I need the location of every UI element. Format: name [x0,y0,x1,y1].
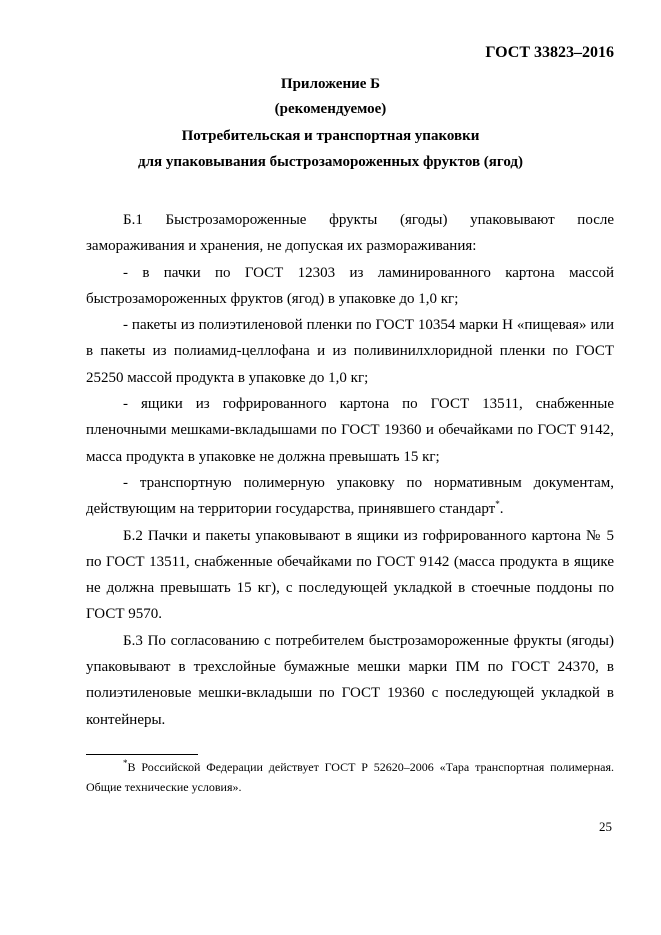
list-item-packs: - в пачки по ГОСТ 12303 из ламинированного картона массой быстрозамороженных фруктов (ягод) в упаковке до 1,0 кг; [86,264,614,307]
list-item-bags: - пакеты из полиэтиленовой пленки по ГОСТ 10354 марки Н «пищевая» или в пакеты из полиамид-целлофана и из поливинилхлоридной пленки по ГОСТ 25250 массой продукта в упаковке до 1,0 кг; [86,317,614,386]
footnote-mark: * [123,758,128,768]
footnote-separator [86,754,198,755]
annex-title: Приложение Б [280,76,381,92]
footnote [86,757,614,797]
annex-heading-line2: для упаковывания быстрозамороженных фруктов (ягод) [137,154,524,170]
page-number: 25 [599,819,612,834]
paragraph-b3: Б.3 По согласованию с потребителем быстрозамороженные фрукты (ягоды) упаковывают в трехслойные бумажные мешки марки ПМ по ГОСТ 24370, в полиэтиленовые мешки-вкладыши по ГОСТ 19360 с последующей укладкой в контейнеры. [86,632,614,728]
annex-heading-line1: Потребительская и транспортная упаковки [181,128,480,144]
annex-status: (рекомендуемое) [274,101,387,117]
list-item-polymer-text: - транспортную полимерную упаковку по нормативным документам, действующим на территории государства, принявшего стандарт [86,474,614,518]
footnote-reference: * [495,499,500,510]
document-body [86,207,614,733]
footnote-text: В Российской Федерации действует ГОСТ Р 52620–2006 «Тара транспортная полимерная. Общие технические условия». [86,760,614,794]
list-item-polymer-end: . [499,501,504,518]
paragraph-b1: Б.1 Быстрозамороженные фрукты (ягоды) упаковывают после замораживания и хранения, не допуская их размораживания: [86,212,614,255]
paragraph-b2: Б.2 Пачки и пакеты упаковывают в ящики из гофрированного картона № 5 по ГОСТ 13511, снабженные обечайками по ГОСТ 9142 (масса продукта в ящике не должна превышать 15 кг), с последующей укладкой в стоечные поддоны по ГОСТ 9570. [86,527,614,623]
list-item-polymer-packaging [86,470,614,523]
standard-designation: ГОСТ 33823–2016 [485,44,614,61]
list-item-boxes: - ящики из гофрированного картона по ГОСТ 13511, снабженные пленочными мешками-вкладышами по ГОСТ 19360 и обечайками по ГОСТ 9142, масса продукта в упаковке не должна превышать 15 кг; [86,396,614,465]
